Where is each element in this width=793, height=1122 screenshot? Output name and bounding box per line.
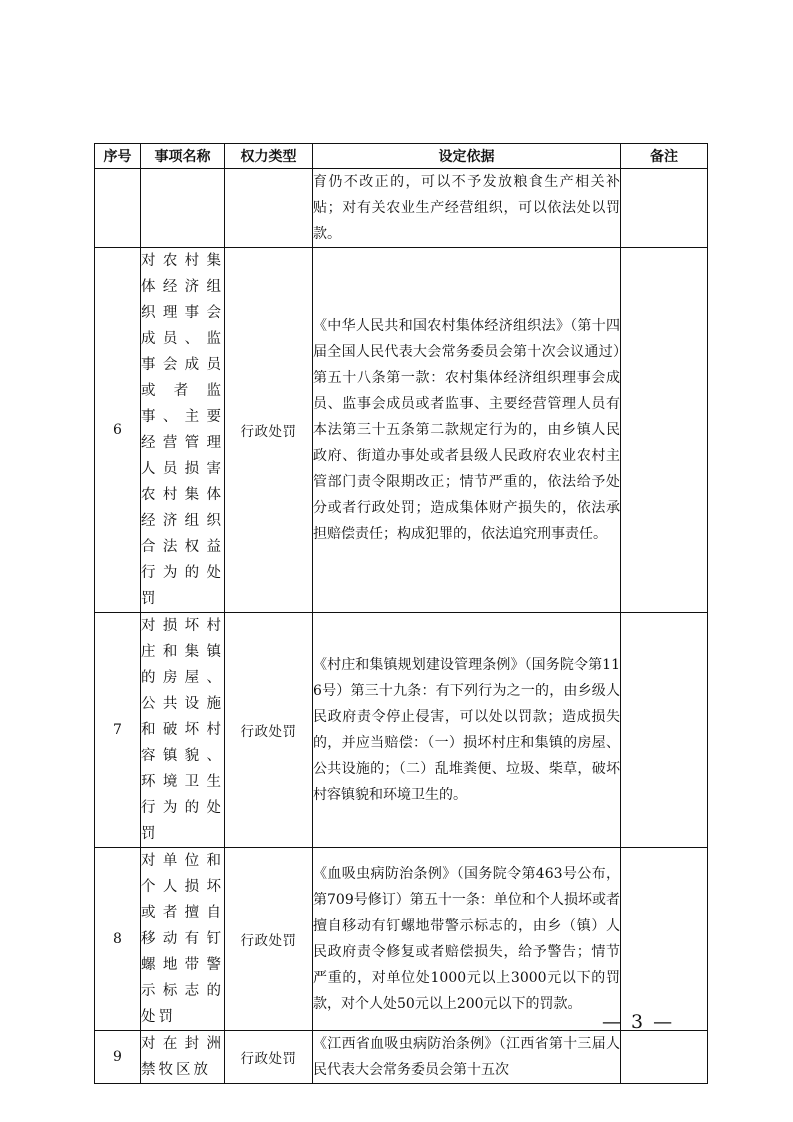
header-type: 权力类型 bbox=[225, 144, 313, 169]
page-number: — 3 — bbox=[602, 1011, 675, 1033]
table-row bbox=[95, 248, 708, 613]
row-name: 对损坏村庄和集镇的房屋、公共设施和破坏村容镇貌、环境卫生行为的处罚 bbox=[141, 613, 225, 848]
row-name bbox=[141, 169, 225, 248]
regulation-table bbox=[94, 143, 708, 1084]
table-row bbox=[95, 169, 708, 248]
header-no: 序号 bbox=[95, 144, 141, 169]
row-basis: 《中华人民共和国农村集体经济组织法》（第十四届全国人民代表大会常务委员会第十次会议通过）第五十八条第一款：农村集体经济组织理事会成员、监事会成员或者监事、主要经营管理人员有本法第三十五条第二款规定行为的，由乡镇人民政府、街道办事处或者县级人民政府农业农村主管部门责令限期改正；情节严重的，依法给予处分或者行政处罚；造成集体财产损失的，依法承担赔偿责任；构成犯罪的，依法追究刑事责任。 bbox=[313, 248, 621, 613]
table-row bbox=[95, 848, 708, 1031]
row-basis: 《血吸虫病防治条例》（国务院令第463号公布，第709号修订）第五十一条：单位和个人损坏或者擅自移动有钉螺地带警示标志的，由乡（镇）人民政府责令修复或者赔偿损失，给予警告；情节严重的，对单位处1000元以上3000元以下的罚款，对个人处50元以上200元以下的罚款。 bbox=[313, 848, 621, 1031]
row-type: 行政处罚 bbox=[225, 248, 313, 613]
row-no: 9 bbox=[95, 1031, 141, 1084]
row-name: 对单位和个人损坏或者擅自移动有钉螺地带警示标志的处罚 bbox=[141, 848, 225, 1031]
row-type: 行政处罚 bbox=[225, 1031, 313, 1084]
row-no: 6 bbox=[95, 248, 141, 613]
row-note bbox=[621, 248, 708, 613]
row-type bbox=[225, 169, 313, 248]
row-note bbox=[621, 848, 708, 1031]
table-row bbox=[95, 613, 708, 848]
row-no: 8 bbox=[95, 848, 141, 1031]
header-name: 事项名称 bbox=[141, 144, 225, 169]
row-no bbox=[95, 169, 141, 248]
row-no: 7 bbox=[95, 613, 141, 848]
row-type: 行政处罚 bbox=[225, 848, 313, 1031]
header-note: 备注 bbox=[621, 144, 708, 169]
row-basis: 《村庄和集镇规划建设管理条例》（国务院令第116号）第三十九条：有下列行为之一的，由乡级人民政府责令停止侵害，可以处以罚款；造成损失的，并应当赔偿：（一）损坏村庄和集镇的房屋、公共设施的；（二）乱堆粪便、垃圾、柴草，破坏村容镇貌和环境卫生的。 bbox=[313, 613, 621, 848]
row-note bbox=[621, 1031, 708, 1084]
row-name: 对农村集体经济组织理事会成员、监事会成员或者监事、主要经营管理人员损害农村集体经济组织合法权益行为的处罚 bbox=[141, 248, 225, 613]
row-basis: 《江西省血吸虫病防治条例》（江西省第十三届人民代表大会常务委员会第十五次 bbox=[313, 1031, 621, 1084]
row-type: 行政处罚 bbox=[225, 613, 313, 848]
row-note bbox=[621, 613, 708, 848]
row-basis: 育仍不改正的，可以不予发放粮食生产相关补贴；对有关农业生产经营组织，可以依法处以罚款。 bbox=[313, 169, 621, 248]
header-basis: 设定依据 bbox=[313, 144, 621, 169]
table-header-row bbox=[95, 144, 708, 169]
table-row bbox=[95, 1031, 708, 1084]
row-note bbox=[621, 169, 708, 248]
row-name: 对在封洲禁牧区放 bbox=[141, 1031, 225, 1084]
